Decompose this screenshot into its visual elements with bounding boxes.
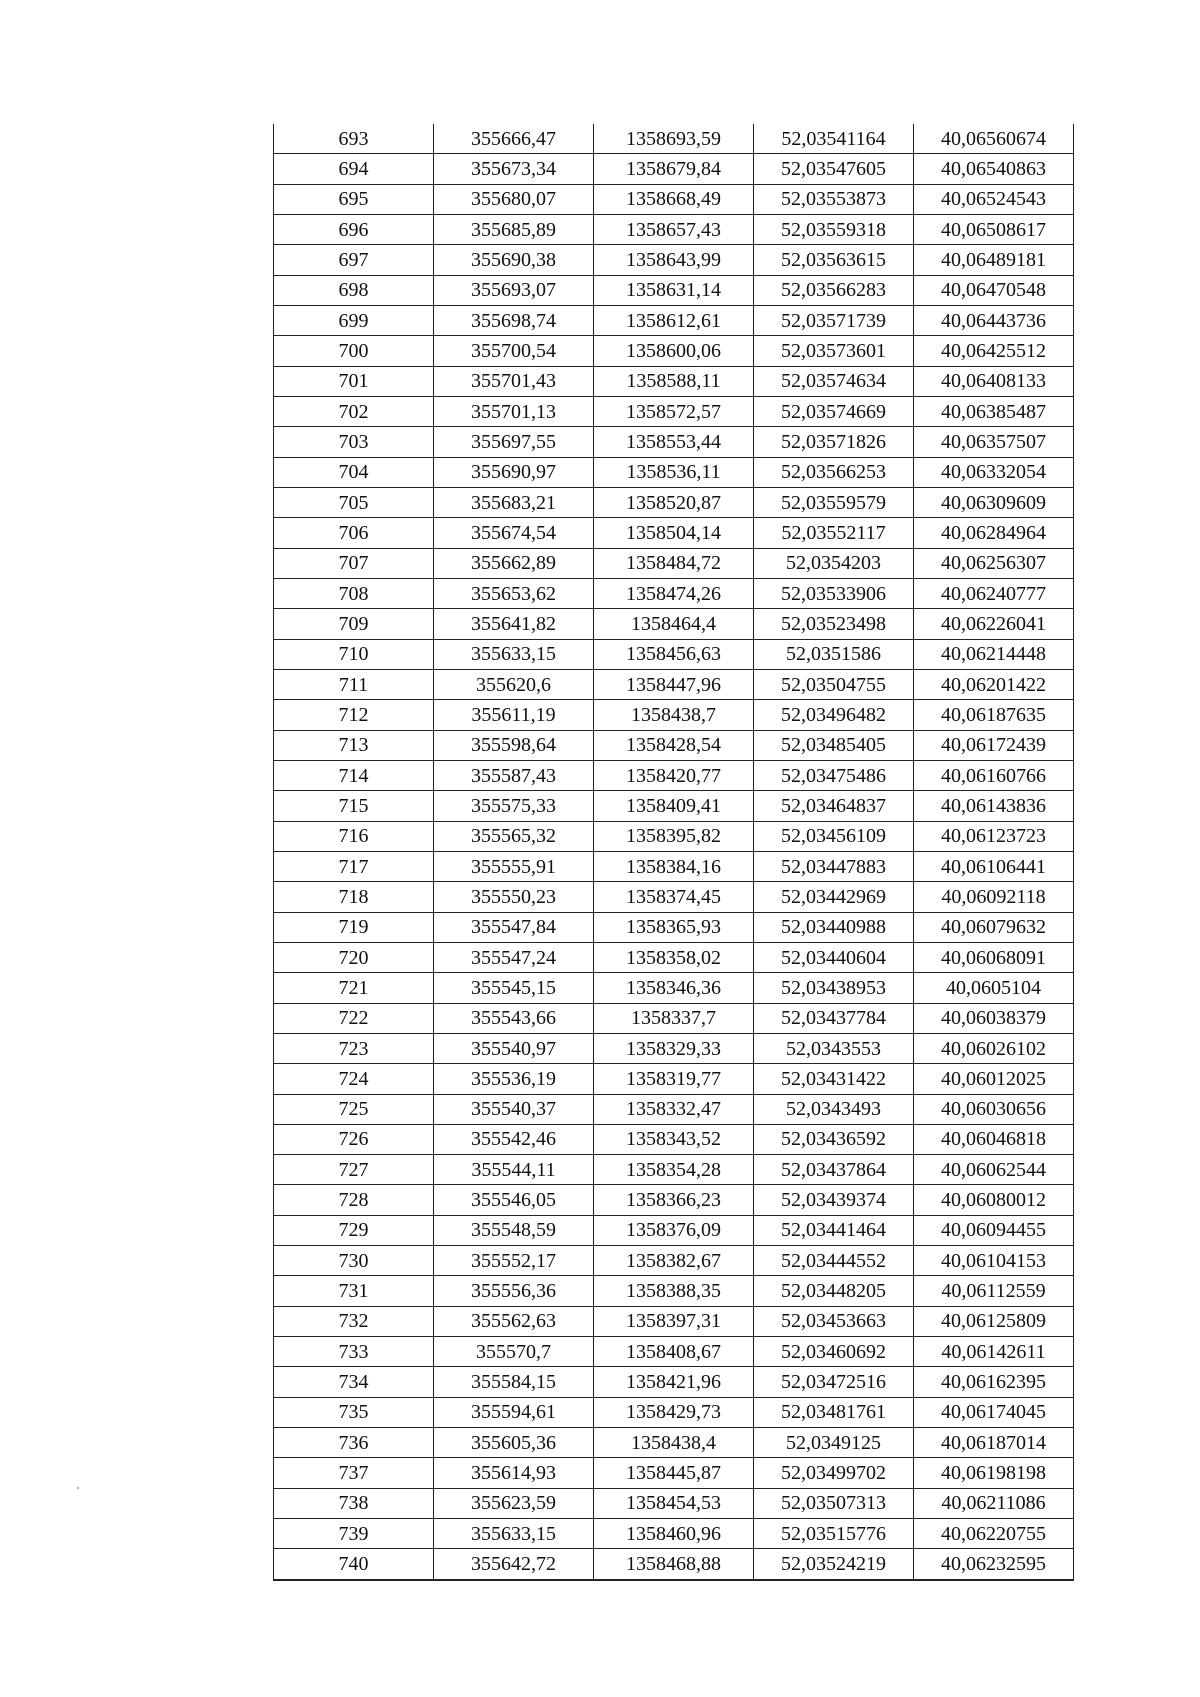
table-row [274, 1488, 1074, 1518]
y-coordinate-cell: 1358657,43 [594, 214, 754, 244]
point-number-cell: 711 [274, 669, 434, 699]
x-coordinate-cell: 355701,43 [434, 366, 594, 396]
table-row [274, 1519, 1074, 1549]
latitude-cell: 52,03559579 [754, 487, 914, 517]
x-coordinate-cell: 355611,19 [434, 700, 594, 730]
latitude-cell: 52,0349125 [754, 1428, 914, 1458]
longitude-cell: 40,06540863 [914, 154, 1074, 184]
point-number-cell: 717 [274, 851, 434, 881]
point-number-cell: 727 [274, 1155, 434, 1185]
y-coordinate-cell: 1358504,14 [594, 518, 754, 548]
table-row [274, 1337, 1074, 1367]
table-row [274, 305, 1074, 335]
y-coordinate-cell: 1358329,33 [594, 1033, 754, 1063]
y-coordinate-cell: 1358460,96 [594, 1519, 754, 1549]
table-row [274, 1185, 1074, 1215]
point-number-cell: 716 [274, 821, 434, 851]
latitude-cell: 52,03574669 [754, 396, 914, 426]
point-number-cell: 721 [274, 973, 434, 1003]
table-row [274, 882, 1074, 912]
y-coordinate-cell: 1358420,77 [594, 760, 754, 790]
x-coordinate-cell: 355698,74 [434, 305, 594, 335]
point-number-cell: 705 [274, 487, 434, 517]
point-number-cell: 703 [274, 427, 434, 457]
point-number-cell: 734 [274, 1367, 434, 1397]
y-coordinate-cell: 1358474,26 [594, 578, 754, 608]
latitude-cell: 52,03507313 [754, 1488, 914, 1518]
point-number-cell: 712 [274, 700, 434, 730]
x-coordinate-cell: 355570,7 [434, 1337, 594, 1367]
latitude-cell: 52,03574634 [754, 366, 914, 396]
latitude-cell: 52,03437784 [754, 1003, 914, 1033]
latitude-cell: 52,03447883 [754, 851, 914, 881]
latitude-cell: 52,03437864 [754, 1155, 914, 1185]
longitude-cell: 40,06357507 [914, 427, 1074, 457]
longitude-cell: 40,06214448 [914, 639, 1074, 669]
y-coordinate-cell: 1358631,14 [594, 275, 754, 305]
y-coordinate-cell: 1358388,35 [594, 1276, 754, 1306]
longitude-cell: 40,06560674 [914, 124, 1074, 154]
table-row [274, 275, 1074, 305]
latitude-cell: 52,03475486 [754, 760, 914, 790]
x-coordinate-cell: 355545,15 [434, 973, 594, 1003]
y-coordinate-cell: 1358395,82 [594, 821, 754, 851]
y-coordinate-cell: 1358447,96 [594, 669, 754, 699]
y-coordinate-cell: 1358438,4 [594, 1428, 754, 1458]
point-number-cell: 715 [274, 791, 434, 821]
table-row [274, 1094, 1074, 1124]
y-coordinate-cell: 1358366,23 [594, 1185, 754, 1215]
x-coordinate-cell: 355693,07 [434, 275, 594, 305]
longitude-cell: 40,06174045 [914, 1397, 1074, 1427]
point-number-cell: 740 [274, 1549, 434, 1580]
y-coordinate-cell: 1358693,59 [594, 124, 754, 154]
point-number-cell: 735 [274, 1397, 434, 1427]
point-number-cell: 739 [274, 1519, 434, 1549]
latitude-cell: 52,03571739 [754, 305, 914, 335]
x-coordinate-cell: 355605,36 [434, 1428, 594, 1458]
longitude-cell: 40,06092118 [914, 882, 1074, 912]
x-coordinate-cell: 355547,84 [434, 912, 594, 942]
x-coordinate-cell: 355690,97 [434, 457, 594, 487]
table-row [274, 1033, 1074, 1063]
longitude-cell: 40,06030656 [914, 1094, 1074, 1124]
y-coordinate-cell: 1358376,09 [594, 1215, 754, 1245]
longitude-cell: 40,06425512 [914, 336, 1074, 366]
table-row [274, 1397, 1074, 1427]
longitude-cell: 40,06079632 [914, 912, 1074, 942]
x-coordinate-cell: 355633,15 [434, 639, 594, 669]
table-row [274, 518, 1074, 548]
latitude-cell: 52,03456109 [754, 821, 914, 851]
x-coordinate-cell: 355620,6 [434, 669, 594, 699]
latitude-cell: 52,03472516 [754, 1367, 914, 1397]
table-row [274, 639, 1074, 669]
latitude-cell: 52,03566253 [754, 457, 914, 487]
longitude-cell: 40,06470548 [914, 275, 1074, 305]
table-row [274, 1428, 1074, 1458]
latitude-cell: 52,03481761 [754, 1397, 914, 1427]
point-number-cell: 736 [274, 1428, 434, 1458]
x-coordinate-cell: 355700,54 [434, 336, 594, 366]
table-row [274, 154, 1074, 184]
table-row [274, 609, 1074, 639]
x-coordinate-cell: 355666,47 [434, 124, 594, 154]
point-number-cell: 723 [274, 1033, 434, 1063]
point-number-cell: 724 [274, 1064, 434, 1094]
y-coordinate-cell: 1358588,11 [594, 366, 754, 396]
table-row [274, 912, 1074, 942]
x-coordinate-cell: 355674,54 [434, 518, 594, 548]
latitude-cell: 52,03499702 [754, 1458, 914, 1488]
latitude-cell: 52,03515776 [754, 1519, 914, 1549]
x-coordinate-cell: 355685,89 [434, 214, 594, 244]
latitude-cell: 52,03559318 [754, 214, 914, 244]
longitude-cell: 40,06443736 [914, 305, 1074, 335]
y-coordinate-cell: 1358612,61 [594, 305, 754, 335]
point-number-cell: 729 [274, 1215, 434, 1245]
scan-speck [77, 1487, 79, 1489]
point-number-cell: 702 [274, 396, 434, 426]
point-number-cell: 709 [274, 609, 434, 639]
latitude-cell: 52,03442969 [754, 882, 914, 912]
point-number-cell: 693 [274, 124, 434, 154]
table-row [274, 1306, 1074, 1336]
longitude-cell: 40,06046818 [914, 1124, 1074, 1154]
y-coordinate-cell: 1358520,87 [594, 487, 754, 517]
point-number-cell: 730 [274, 1246, 434, 1276]
x-coordinate-cell: 355550,23 [434, 882, 594, 912]
longitude-cell: 40,06198198 [914, 1458, 1074, 1488]
longitude-cell: 40,06256307 [914, 548, 1074, 578]
point-number-cell: 698 [274, 275, 434, 305]
table-row [274, 1276, 1074, 1306]
point-number-cell: 731 [274, 1276, 434, 1306]
y-coordinate-cell: 1358438,7 [594, 700, 754, 730]
y-coordinate-cell: 1358454,53 [594, 1488, 754, 1518]
longitude-cell: 40,06385487 [914, 396, 1074, 426]
longitude-cell: 40,06142611 [914, 1337, 1074, 1367]
table-row [274, 1064, 1074, 1094]
y-coordinate-cell: 1358337,7 [594, 1003, 754, 1033]
x-coordinate-cell: 355641,82 [434, 609, 594, 639]
x-coordinate-cell: 355701,13 [434, 396, 594, 426]
y-coordinate-cell: 1358382,67 [594, 1246, 754, 1276]
longitude-cell: 40,0605104 [914, 973, 1074, 1003]
y-coordinate-cell: 1358429,73 [594, 1397, 754, 1427]
y-coordinate-cell: 1358408,67 [594, 1337, 754, 1367]
x-coordinate-cell: 355614,93 [434, 1458, 594, 1488]
point-number-cell: 706 [274, 518, 434, 548]
x-coordinate-cell: 355556,36 [434, 1276, 594, 1306]
longitude-cell: 40,06094455 [914, 1215, 1074, 1245]
x-coordinate-cell: 355546,05 [434, 1185, 594, 1215]
x-coordinate-cell: 355642,72 [434, 1549, 594, 1580]
point-number-cell: 728 [274, 1185, 434, 1215]
x-coordinate-cell: 355673,34 [434, 154, 594, 184]
y-coordinate-cell: 1358421,96 [594, 1367, 754, 1397]
longitude-cell: 40,06104153 [914, 1246, 1074, 1276]
longitude-cell: 40,06162395 [914, 1367, 1074, 1397]
latitude-cell: 52,03547605 [754, 154, 914, 184]
x-coordinate-cell: 355697,55 [434, 427, 594, 457]
point-number-cell: 725 [274, 1094, 434, 1124]
longitude-cell: 40,06062544 [914, 1155, 1074, 1185]
point-number-cell: 697 [274, 245, 434, 275]
latitude-cell: 52,03444552 [754, 1246, 914, 1276]
longitude-cell: 40,06106441 [914, 851, 1074, 881]
x-coordinate-cell: 355555,91 [434, 851, 594, 881]
longitude-cell: 40,06026102 [914, 1033, 1074, 1063]
table-row [274, 730, 1074, 760]
y-coordinate-cell: 1358384,16 [594, 851, 754, 881]
table-row [274, 1549, 1074, 1580]
table-row [274, 760, 1074, 790]
point-number-cell: 713 [274, 730, 434, 760]
y-coordinate-cell: 1358456,63 [594, 639, 754, 669]
longitude-cell: 40,06080012 [914, 1185, 1074, 1215]
y-coordinate-cell: 1358409,41 [594, 791, 754, 821]
x-coordinate-cell: 355552,17 [434, 1246, 594, 1276]
table-row [274, 245, 1074, 275]
latitude-cell: 52,03440604 [754, 942, 914, 972]
latitude-cell: 52,03571826 [754, 427, 914, 457]
longitude-cell: 40,06232595 [914, 1549, 1074, 1580]
y-coordinate-cell: 1358397,31 [594, 1306, 754, 1336]
y-coordinate-cell: 1358445,87 [594, 1458, 754, 1488]
x-coordinate-cell: 355575,33 [434, 791, 594, 821]
longitude-cell: 40,06226041 [914, 609, 1074, 639]
table-row [274, 669, 1074, 699]
latitude-cell: 52,03438953 [754, 973, 914, 1003]
longitude-cell: 40,06201422 [914, 669, 1074, 699]
longitude-cell: 40,06012025 [914, 1064, 1074, 1094]
point-number-cell: 696 [274, 214, 434, 244]
x-coordinate-cell: 355543,66 [434, 1003, 594, 1033]
table-row [274, 396, 1074, 426]
latitude-cell: 52,03563615 [754, 245, 914, 275]
longitude-cell: 40,06160766 [914, 760, 1074, 790]
x-coordinate-cell: 355562,63 [434, 1306, 594, 1336]
longitude-cell: 40,06211086 [914, 1488, 1074, 1518]
latitude-cell: 52,03441464 [754, 1215, 914, 1245]
latitude-cell: 52,03552117 [754, 518, 914, 548]
table-row [274, 487, 1074, 517]
y-coordinate-cell: 1358468,88 [594, 1549, 754, 1580]
y-coordinate-cell: 1358600,06 [594, 336, 754, 366]
table-row [274, 791, 1074, 821]
point-number-cell: 737 [274, 1458, 434, 1488]
point-number-cell: 719 [274, 912, 434, 942]
point-number-cell: 726 [274, 1124, 434, 1154]
x-coordinate-cell: 355540,97 [434, 1033, 594, 1063]
table-row [274, 548, 1074, 578]
longitude-cell: 40,06172439 [914, 730, 1074, 760]
latitude-cell: 52,03524219 [754, 1549, 914, 1580]
latitude-cell: 52,03523498 [754, 609, 914, 639]
longitude-cell: 40,06309609 [914, 487, 1074, 517]
latitude-cell: 52,03431422 [754, 1064, 914, 1094]
latitude-cell: 52,03573601 [754, 336, 914, 366]
y-coordinate-cell: 1358536,11 [594, 457, 754, 487]
latitude-cell: 52,03439374 [754, 1185, 914, 1215]
longitude-cell: 40,06068091 [914, 942, 1074, 972]
y-coordinate-cell: 1358346,36 [594, 973, 754, 1003]
y-coordinate-cell: 1358553,44 [594, 427, 754, 457]
point-number-cell: 714 [274, 760, 434, 790]
table-row [274, 821, 1074, 851]
point-number-cell: 732 [274, 1306, 434, 1336]
coordinates-table [273, 124, 1074, 1581]
x-coordinate-cell: 355662,89 [434, 548, 594, 578]
point-number-cell: 699 [274, 305, 434, 335]
table-row [274, 578, 1074, 608]
point-number-cell: 695 [274, 184, 434, 214]
longitude-cell: 40,06408133 [914, 366, 1074, 396]
x-coordinate-cell: 355542,46 [434, 1124, 594, 1154]
x-coordinate-cell: 355653,62 [434, 578, 594, 608]
longitude-cell: 40,06125809 [914, 1306, 1074, 1336]
longitude-cell: 40,06489181 [914, 245, 1074, 275]
y-coordinate-cell: 1358332,47 [594, 1094, 754, 1124]
latitude-cell: 52,03533906 [754, 578, 914, 608]
x-coordinate-cell: 355584,15 [434, 1367, 594, 1397]
y-coordinate-cell: 1358365,93 [594, 912, 754, 942]
x-coordinate-cell: 355633,15 [434, 1519, 594, 1549]
latitude-cell: 52,03553873 [754, 184, 914, 214]
longitude-cell: 40,06123723 [914, 821, 1074, 851]
x-coordinate-cell: 355598,64 [434, 730, 594, 760]
y-coordinate-cell: 1358358,02 [594, 942, 754, 972]
table-row [274, 336, 1074, 366]
point-number-cell: 707 [274, 548, 434, 578]
x-coordinate-cell: 355544,11 [434, 1155, 594, 1185]
x-coordinate-cell: 355587,43 [434, 760, 594, 790]
table-row [274, 184, 1074, 214]
table-row [274, 214, 1074, 244]
y-coordinate-cell: 1358374,45 [594, 882, 754, 912]
table-row [274, 1246, 1074, 1276]
y-coordinate-cell: 1358354,28 [594, 1155, 754, 1185]
table-row [274, 942, 1074, 972]
latitude-cell: 52,03496482 [754, 700, 914, 730]
longitude-cell: 40,06220755 [914, 1519, 1074, 1549]
table-row [274, 973, 1074, 1003]
x-coordinate-cell: 355548,59 [434, 1215, 594, 1245]
longitude-cell: 40,06143836 [914, 791, 1074, 821]
x-coordinate-cell: 355623,59 [434, 1488, 594, 1518]
longitude-cell: 40,06332054 [914, 457, 1074, 487]
point-number-cell: 704 [274, 457, 434, 487]
longitude-cell: 40,06240777 [914, 578, 1074, 608]
table-row [274, 457, 1074, 487]
y-coordinate-cell: 1358643,99 [594, 245, 754, 275]
x-coordinate-cell: 355683,21 [434, 487, 594, 517]
table-row [274, 1124, 1074, 1154]
latitude-cell: 52,0354203 [754, 548, 914, 578]
point-number-cell: 722 [274, 1003, 434, 1033]
table-row [274, 851, 1074, 881]
x-coordinate-cell: 355540,37 [434, 1094, 594, 1124]
y-coordinate-cell: 1358319,77 [594, 1064, 754, 1094]
table-row [274, 1458, 1074, 1488]
latitude-cell: 52,0343493 [754, 1094, 914, 1124]
y-coordinate-cell: 1358668,49 [594, 184, 754, 214]
longitude-cell: 40,06187635 [914, 700, 1074, 730]
table-row [274, 1215, 1074, 1245]
latitude-cell: 52,03566283 [754, 275, 914, 305]
latitude-cell: 52,03541164 [754, 124, 914, 154]
point-number-cell: 700 [274, 336, 434, 366]
x-coordinate-cell: 355594,61 [434, 1397, 594, 1427]
point-number-cell: 718 [274, 882, 434, 912]
y-coordinate-cell: 1358464,4 [594, 609, 754, 639]
point-number-cell: 738 [274, 1488, 434, 1518]
table-row [274, 1155, 1074, 1185]
latitude-cell: 52,03460692 [754, 1337, 914, 1367]
latitude-cell: 52,03440988 [754, 912, 914, 942]
point-number-cell: 733 [274, 1337, 434, 1367]
coordinates-table-body [274, 124, 1074, 1580]
point-number-cell: 710 [274, 639, 434, 669]
x-coordinate-cell: 355690,38 [434, 245, 594, 275]
table-row [274, 1367, 1074, 1397]
table-row [274, 124, 1074, 154]
longitude-cell: 40,06112559 [914, 1276, 1074, 1306]
latitude-cell: 52,03436592 [754, 1124, 914, 1154]
x-coordinate-cell: 355565,32 [434, 821, 594, 851]
latitude-cell: 52,03453663 [754, 1306, 914, 1336]
x-coordinate-cell: 355536,19 [434, 1064, 594, 1094]
x-coordinate-cell: 355680,07 [434, 184, 594, 214]
table-row [274, 700, 1074, 730]
y-coordinate-cell: 1358343,52 [594, 1124, 754, 1154]
y-coordinate-cell: 1358484,72 [594, 548, 754, 578]
longitude-cell: 40,06284964 [914, 518, 1074, 548]
point-number-cell: 708 [274, 578, 434, 608]
longitude-cell: 40,06508617 [914, 214, 1074, 244]
y-coordinate-cell: 1358679,84 [594, 154, 754, 184]
latitude-cell: 52,03448205 [754, 1276, 914, 1306]
table-row [274, 1003, 1074, 1033]
table-row [274, 366, 1074, 396]
latitude-cell: 52,0351586 [754, 639, 914, 669]
y-coordinate-cell: 1358428,54 [594, 730, 754, 760]
x-coordinate-cell: 355547,24 [434, 942, 594, 972]
latitude-cell: 52,03504755 [754, 669, 914, 699]
longitude-cell: 40,06524543 [914, 184, 1074, 214]
longitude-cell: 40,06038379 [914, 1003, 1074, 1033]
table-row [274, 427, 1074, 457]
point-number-cell: 720 [274, 942, 434, 972]
latitude-cell: 52,0343553 [754, 1033, 914, 1063]
longitude-cell: 40,06187014 [914, 1428, 1074, 1458]
latitude-cell: 52,03485405 [754, 730, 914, 760]
point-number-cell: 701 [274, 366, 434, 396]
latitude-cell: 52,03464837 [754, 791, 914, 821]
y-coordinate-cell: 1358572,57 [594, 396, 754, 426]
point-number-cell: 694 [274, 154, 434, 184]
